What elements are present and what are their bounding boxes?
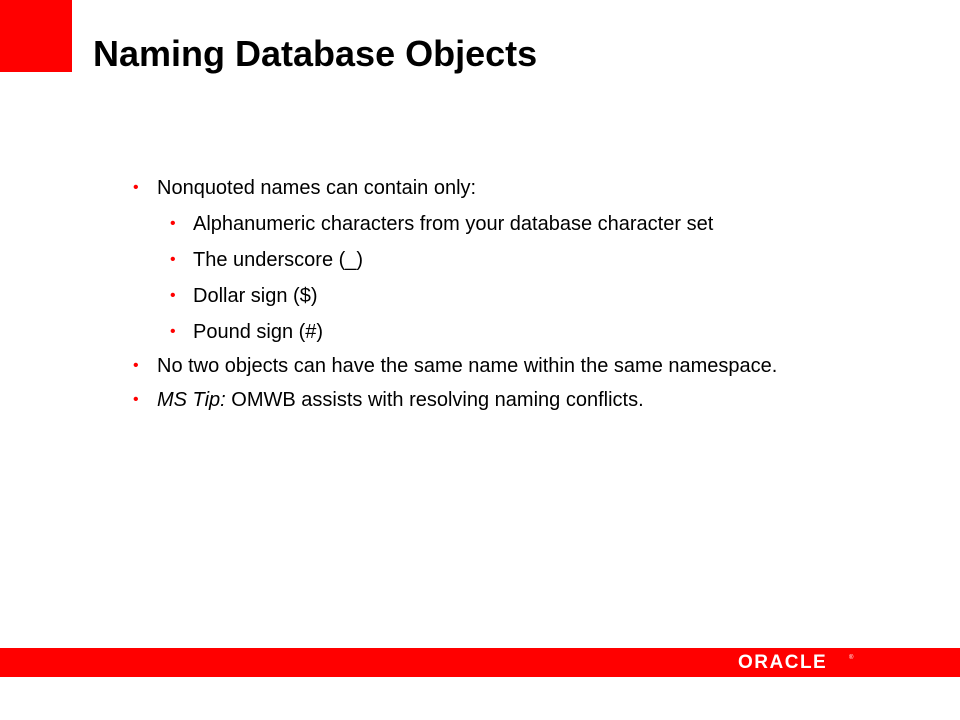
sub-bullet-item [133,320,853,344]
bullet-text [157,388,853,412]
tip-text: OMWB assists with resolving naming conflicts. [225,389,644,411]
bullet-text: Pound sign (#) [193,321,324,343]
bullet-item [133,354,853,378]
corner-accent-block [0,0,72,72]
svg-text:ORACLE: ORACLE [738,652,828,673]
bullet-text: Alphanumeric characters from your database character set [193,213,714,235]
sub-bullet-item [133,248,853,272]
bullet-text: No two objects can have the same name within the same namespace. [157,355,778,377]
svg-text:®: ® [849,655,854,661]
bullet-item [133,388,853,412]
bullet-dot-icon: • [133,391,139,408]
bullet-text: The underscore (_) [193,249,364,271]
slide-title: Naming Database Objects [93,33,538,74]
oracle-logo-icon [738,651,856,673]
bullet-list [133,176,853,412]
bullet-dot-icon: • [170,215,176,232]
bullet-text: Nonquoted names can contain only: [157,177,477,199]
bullet-dot-icon: • [170,251,176,268]
sub-bullet-item [133,284,853,308]
tip-label: MS Tip: [157,389,226,411]
bullet-item [133,176,853,200]
bullet-text: Dollar sign ($) [193,285,318,307]
oracle-logo [738,651,856,673]
bullet-dot-icon: • [133,179,139,196]
sub-bullet-item [133,212,853,236]
bullet-dot-icon: • [170,287,176,304]
bullet-dot-icon: • [170,323,176,340]
footer-bar [0,648,960,677]
bullet-dot-icon: • [133,357,139,374]
